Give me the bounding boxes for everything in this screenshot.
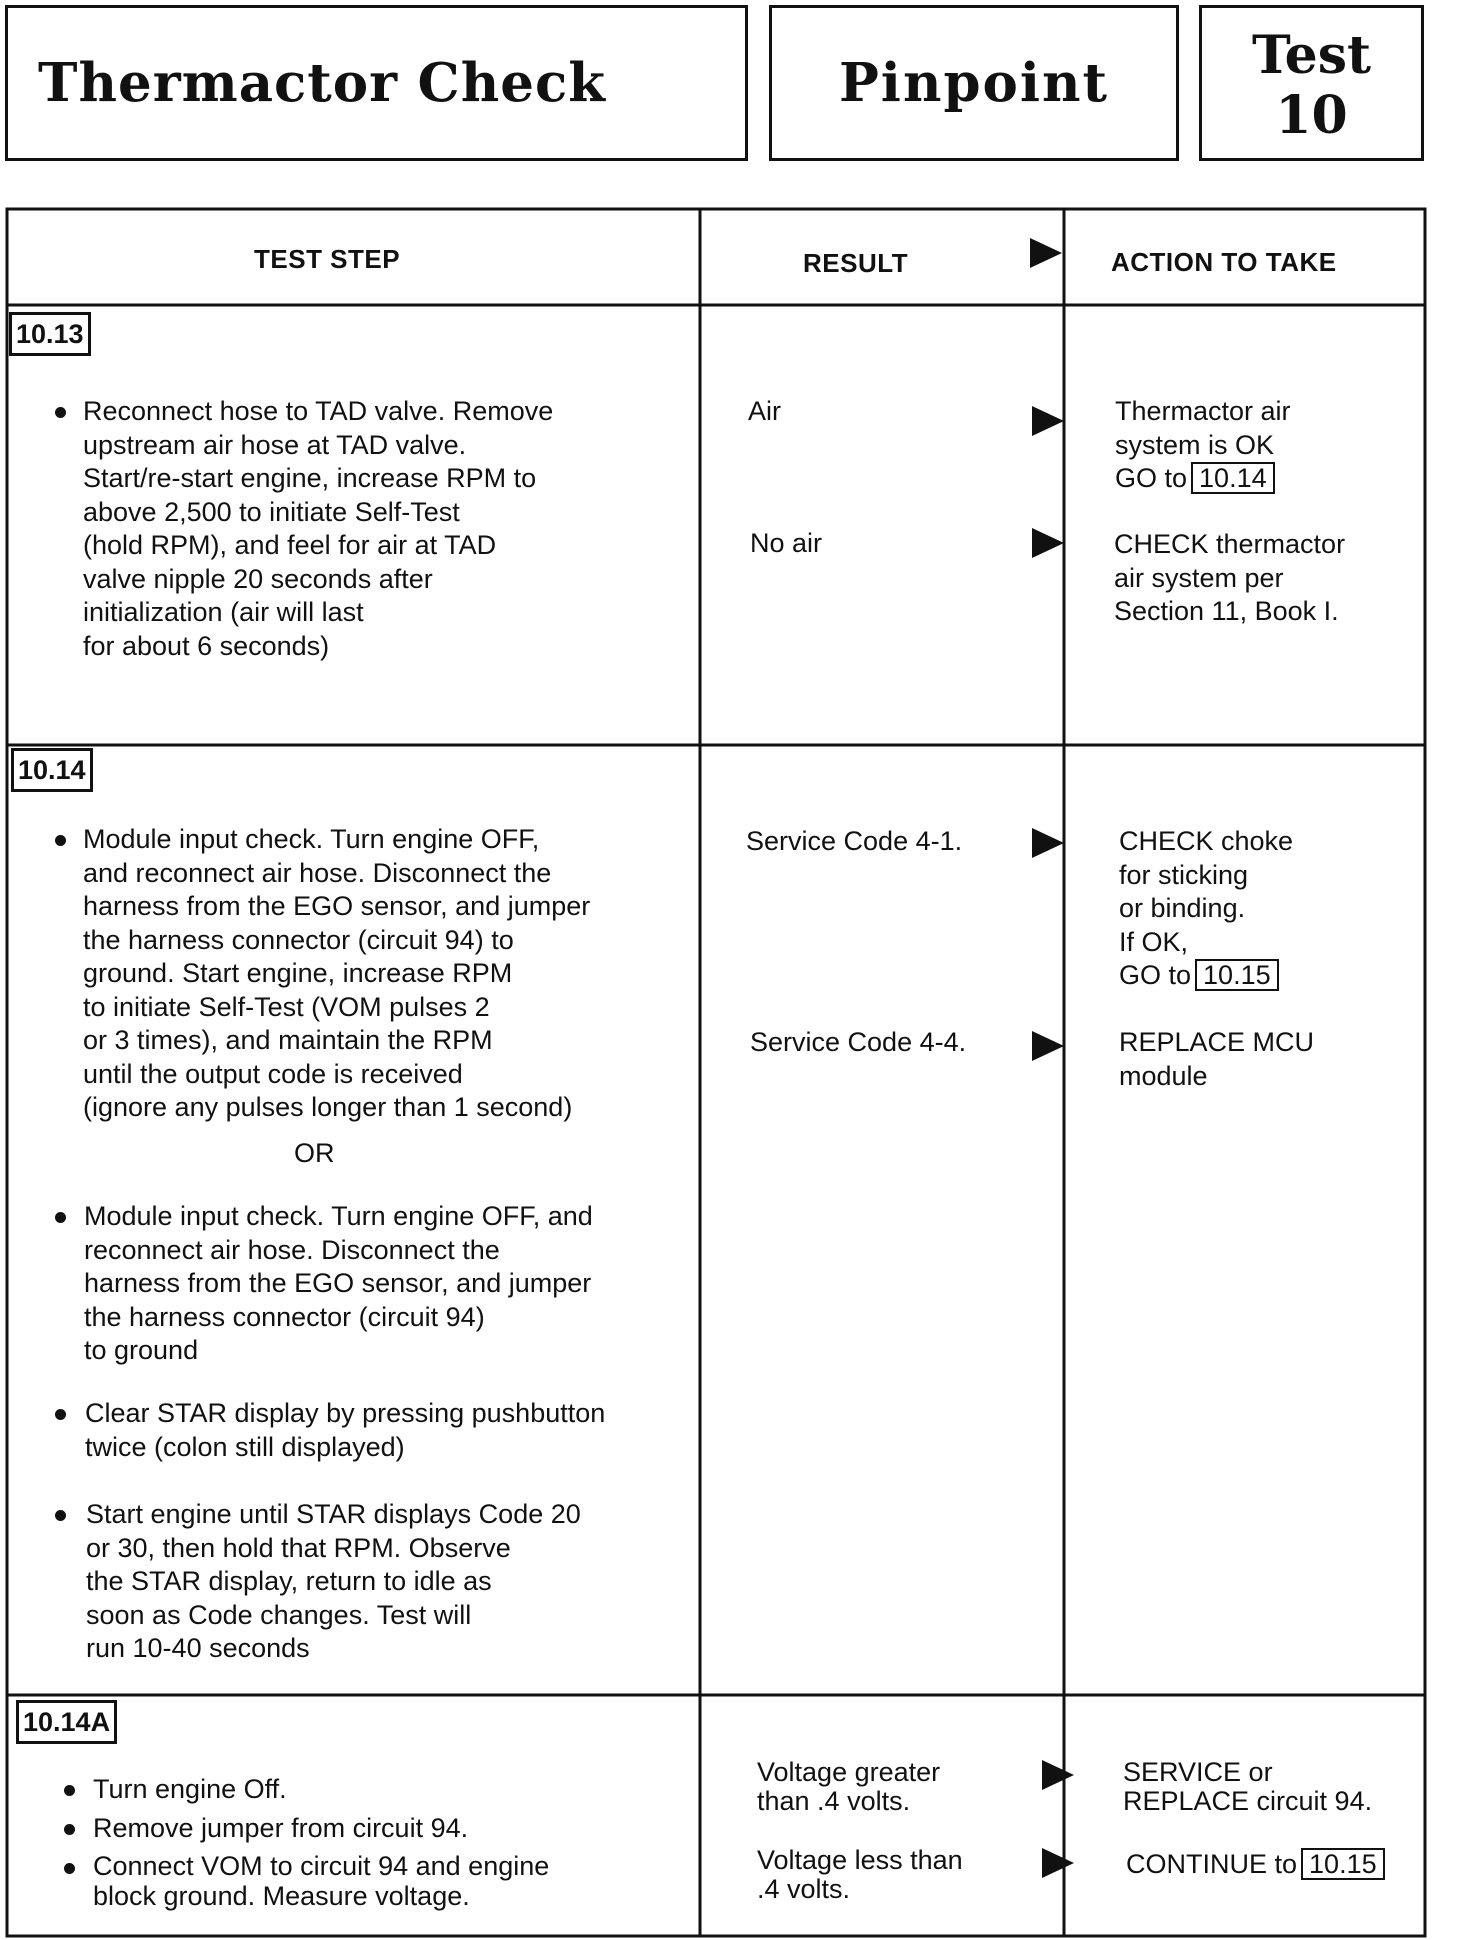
result-text: Air xyxy=(748,396,781,426)
column-header-result: RESULT xyxy=(803,248,909,278)
bullet-icon xyxy=(55,407,66,418)
bullet-icon xyxy=(64,1824,75,1835)
action-text: REPLACE MCU module xyxy=(1119,1027,1315,1091)
bullet-icon xyxy=(64,1863,75,1874)
step-instruction: Module input check. Turn engine OFF, and reconnect air hose. Disconnect the harness from the EGO sensor, and jumper the harness connector (circuit 94) to ground. Start engine, increase RPM to initiate Self-Test (VOM pulses 2 or 3 times), and maintain the RPM until the output code is received (ignore any pulses longer than 1 second) xyxy=(83,824,591,1122)
column-header-action: ACTION TO TAKE xyxy=(1111,247,1337,277)
column-header-test-step: TEST STEP xyxy=(254,244,401,274)
result-arrow-icon xyxy=(1032,528,1064,558)
action-text xyxy=(1115,395,1291,496)
bullet-icon xyxy=(55,1510,66,1521)
page-title: Thermactor Check xyxy=(38,52,606,114)
result-arrow-icon xyxy=(1032,828,1064,858)
action-text: SERVICE or REPLACE circuit 94. xyxy=(1123,1757,1373,1816)
step-instruction: Module input check. Turn engine OFF, and reconnect air hose. Disconnect the harness from the EGO sensor, and jumper the harness connector (circuit 94) to ground xyxy=(84,1201,593,1365)
action-text: CHECK thermactor air system per Section 11, Book I. xyxy=(1114,529,1346,626)
action-text-body: CONTINUE to xyxy=(1126,1849,1298,1879)
action-text xyxy=(1119,825,1293,993)
step-number: 10.13 xyxy=(9,312,91,356)
pinpoint-label: Pinpoint xyxy=(838,52,1110,114)
step-instruction: Reconnect hose to TAD valve. Remove upstream air hose at TAD valve. Start/re-start engine, increase RPM to above 2,500 to initiate Self-Test (hold RPM), and feel for air at TAD valve nipple 20 seconds after initialization (air will last for about 6 seconds) xyxy=(83,396,554,661)
header-arrow-icon xyxy=(1030,238,1062,268)
bullet-icon xyxy=(55,835,66,846)
step-instruction: Clear STAR display by pressing pushbutton twice (colon still displayed) xyxy=(85,1398,606,1462)
action-text-body: CHECK choke for sticking or binding. If OK, GO to xyxy=(1119,826,1294,990)
step-instruction: Remove jumper from circuit 94. xyxy=(93,1813,469,1843)
result-text: Voltage less than .4 volts. xyxy=(757,1845,963,1904)
bullet-icon xyxy=(64,1785,75,1796)
result-arrow-icon xyxy=(1032,406,1064,436)
or-separator: OR xyxy=(294,1138,335,1168)
step-reference: 10.14 xyxy=(1191,462,1275,494)
step-instruction: Connect VOM to circuit 94 and engine block ground. Measure voltage. xyxy=(93,1851,550,1911)
step-reference: 10.15 xyxy=(1301,1848,1385,1880)
result-arrow-icon xyxy=(1032,1031,1064,1061)
step-number: 10.14 xyxy=(11,748,93,792)
result-text: Voltage greater than .4 volts. xyxy=(757,1757,941,1816)
action-text-body: Thermactor air system is OK GO to xyxy=(1115,396,1291,493)
bullet-icon xyxy=(55,1409,66,1420)
step-instruction: Start engine until STAR displays Code 20 or 30, then hold that RPM. Observe the STAR display, return to idle as soon as Code changes. Test will run 10-40 seconds xyxy=(86,1499,581,1663)
result-text: Service Code 4-1. xyxy=(746,826,963,856)
step-number: 10.14A xyxy=(16,1700,117,1744)
action-text xyxy=(1126,1848,1385,1882)
result-arrow-icon xyxy=(1042,1848,1074,1878)
result-text: Service Code 4-4. xyxy=(750,1027,967,1057)
step-instruction: Turn engine Off. xyxy=(93,1774,287,1804)
test-label: Test xyxy=(1251,25,1372,86)
test-number: 10 xyxy=(1275,85,1348,146)
bullet-icon xyxy=(55,1212,66,1223)
result-text: No air xyxy=(750,528,823,558)
step-reference: 10.15 xyxy=(1195,959,1279,991)
result-arrow-icon xyxy=(1042,1760,1074,1790)
